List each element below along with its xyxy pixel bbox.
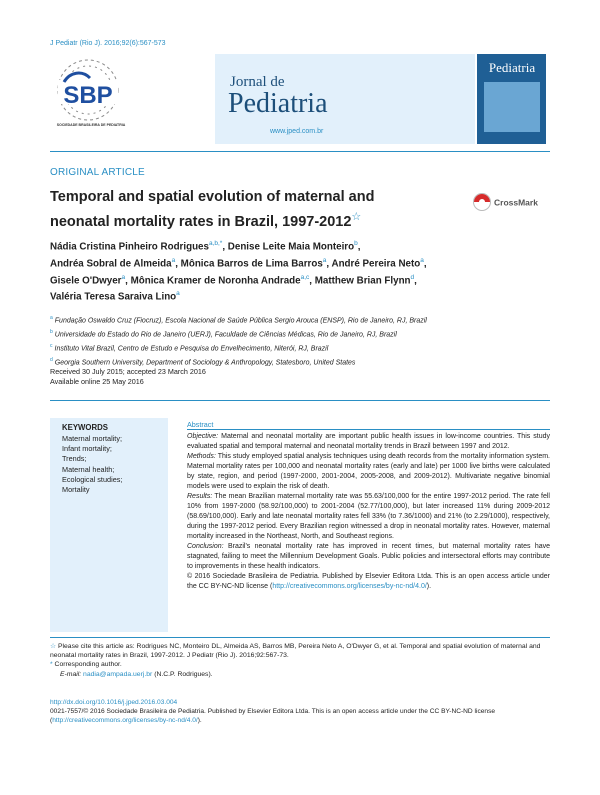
keyword-item: Mortality <box>62 485 90 495</box>
author-separator: , <box>175 258 181 270</box>
author-affil-mark: a <box>322 256 327 264</box>
dates-divider <box>50 400 550 401</box>
article-title <box>50 187 450 232</box>
author-separator: , <box>309 274 315 286</box>
citation-note-text: Please cite this article as: Rodrigues NC, Monteiro DL, Almeida AS, Barros MB, Pereira Neto A, O'Dwyer G, et al. Temporal and spatial evolution of maternal and neonatal mortality rates in Brazil, 1997-2012. J Pediatr (Rio J). 2016;92:567-73. <box>50 643 541 660</box>
journal-citation: J Pediatr (Rio J). 2016;92(6):567-573 <box>50 40 166 47</box>
crossmark-label: CrossMark <box>494 197 538 208</box>
affiliation-mark: a <box>50 315 53 321</box>
email-link[interactable]: nadia@ampada.uerj.br <box>83 670 153 678</box>
abstract-heading: Abstract <box>187 420 214 429</box>
author-name: Gisele O'Dwyer <box>50 274 122 286</box>
conclusion-text: Brazil's neonatal mortality rate has improved in recent times, but maternal mortality rates have stagnated, failing to meet the Millennium Development Goals. Public policies and intersectoral efforts may contribute to improvements in these health indicators. <box>187 542 550 570</box>
author-separator: , <box>423 258 427 270</box>
affiliation-item <box>50 327 550 341</box>
header-divider <box>50 151 550 152</box>
copyright-end: ). <box>426 582 432 590</box>
journal-name-prefix: Jornal de <box>230 74 285 90</box>
author-name: André Pereira Neto <box>331 258 421 270</box>
author-name: Matthew Brian Flynn <box>314 274 411 286</box>
affiliation-text: Georgia Southern University, Department of Sociology & Anthropology, Statesboro, United States <box>54 359 356 367</box>
corresponding-note <box>50 660 550 669</box>
footer-rights <box>50 707 550 725</box>
author-name: Denise Leite Maia Monteiro <box>227 241 355 253</box>
author-affil-mark: a,b,* <box>208 240 223 247</box>
keyword-item: Infant mortality; <box>62 444 112 454</box>
email-label: E-mail: <box>60 670 82 678</box>
keyword-item: Maternal mortality; <box>62 434 123 443</box>
keyword-item: Maternal health; <box>62 464 115 474</box>
author-separator: , <box>414 274 417 286</box>
keywords-list <box>62 434 122 495</box>
conclusion-label: Conclusion: <box>187 542 224 550</box>
received-date: Received 30 July 2015; accepted 23 March 2016 <box>50 367 206 376</box>
author-name: Valéria Teresa Saraiva Lino <box>50 291 177 303</box>
abstract-methods <box>187 452 550 492</box>
sbp-logo <box>50 54 128 134</box>
author-affil-mark: a <box>171 256 176 264</box>
sbp-logo-caption: SOCIEDADE BRASILEIRA DE PEDIATRIA <box>56 123 126 127</box>
keyword-item: Ecological studies; <box>62 474 123 484</box>
keyword-item: Trends; <box>62 454 87 464</box>
abstract-results <box>187 492 550 542</box>
affiliation-text: Fundação Oswaldo Cruz (Fiocruz), Escola Nacional de Saúde Pública Sergio Arouca (ENSP), Rio de Janeiro, RJ, Brazil <box>54 317 427 325</box>
results-text: The mean Brazilian maternal mortality rate was 55.63/100,000 for the entire 1997-2012 period. The rate fell 10% from 1997-2000 (58.92/100,000) to 2001-2004 (52.77/100,000), but later increased 11% during 2009-2012 (58.69/100,000). Early and late neonatal mortality rates fell 33% (to 7.36/1000) and 21% (to 2.29/1000), respectively, during the 1997-2012 period. Every Brazilian region witnessed a drop in neonatal mortality rates. However, maternal mortality increased in the Northeast, North, and Southeast regions. <box>187 492 550 540</box>
citation-note-mark: ☆ <box>50 643 57 650</box>
footer-license-link[interactable]: http://creativecommons.org/licenses/by-nc-nd/4.0/ <box>52 717 198 724</box>
journal-url-link[interactable]: www.jped.com.br <box>270 128 324 135</box>
citation-note <box>50 642 550 660</box>
author-separator: , <box>357 241 361 253</box>
affiliation-item <box>50 313 550 327</box>
affiliation-text: Universidade do Estado do Rio de Janeiro (UERJ), Faculdade de Ciências Médicas, Rio de Janeiro, RJ, Brazil <box>54 331 397 339</box>
author-name: Mônica Barros de Lima Barros <box>180 258 323 270</box>
author-affil-mark: a <box>176 290 180 298</box>
doi-link[interactable]: http://dx.doi.org/10.1016/j.jped.2016.03.004 <box>50 699 178 706</box>
corresponding-mark: * <box>50 661 53 669</box>
journal-name: Pediatria <box>228 88 328 119</box>
abstract-body <box>187 432 550 592</box>
affiliation-mark: c <box>50 343 53 350</box>
footnote-divider <box>50 637 550 638</box>
section-label: ORIGINAL ARTICLE <box>50 167 145 178</box>
results-label: Results: <box>187 492 213 500</box>
abstract-objective <box>187 432 550 452</box>
cover-image <box>484 82 540 132</box>
page-footer <box>50 698 550 725</box>
online-date: Available online 25 May 2016 <box>50 376 144 386</box>
methods-text: This study employed spatial analysis techniques using death records from the mortality information system. Maternal mortality rates per 100,000 and neonatal mortality rates (early and late) per 1000 live births were calculated by state, region, and period (1997-2000, 2001-2004, 2005-2008, and 2009-2012). Multivariate negative binomial models were used to explain the risk of death. <box>187 452 550 490</box>
author-separator: , <box>326 258 332 270</box>
abstract-conclusion <box>187 542 550 572</box>
affiliation-item <box>50 341 550 355</box>
objective-label: Objective: <box>187 433 219 440</box>
author-affil-mark: a,c <box>300 273 310 281</box>
title-note-mark: ☆ <box>351 211 362 223</box>
license-link[interactable]: http://creativecommons.org/licenses/by-nc-nd/4.0/ <box>272 582 427 590</box>
copyright-text: © 2016 Sociedade Brasileira de Pediatria. Published by Elsevier Editora Ltda. This is an open access article under the CC BY-NC-ND license ( <box>187 572 550 590</box>
keywords-heading: KEYWORDS <box>62 423 108 432</box>
footnotes <box>50 642 550 679</box>
author-name: Nádia Cristina Pinheiro Rodrigues <box>50 241 209 253</box>
author-separator: , <box>125 274 131 286</box>
abstract-copyright <box>187 572 550 592</box>
article-title-line2: neonatal mortality rates in Brazil, 1997-2012 <box>50 213 352 230</box>
email-note <box>50 670 550 679</box>
cover-title: Pediatria <box>488 60 536 75</box>
objective-text: Maternal and neonatal mortality are important public health issues in low-income countries. This study evaluated spatial and temporal maternal and neonatal mortality trends in Brazil between 1997 and 2012. <box>187 433 550 450</box>
author-affil-mark: a <box>420 256 424 264</box>
author-affil-mark: d <box>410 273 415 281</box>
affiliation-mark: d <box>50 357 53 364</box>
author-separator: , <box>222 241 228 253</box>
crossmark-badge[interactable] <box>472 192 550 212</box>
author-affil-mark: b <box>354 240 358 247</box>
affiliation-list <box>50 313 550 370</box>
email-owner: (N.C.P. Rodrigues). <box>154 670 213 678</box>
rights-end: ). <box>197 717 202 724</box>
author-name: Mônica Kramer de Noronha Andrade <box>130 274 301 286</box>
affiliation-text: Instituto Vital Brazil, Centro de Estudo e Pesquisa do Envelhecimento, Niterói, RJ, Brazil <box>54 345 329 353</box>
corresponding-text: Corresponding author. <box>54 661 122 669</box>
abstract-divider <box>187 429 550 430</box>
methods-label: Methods: <box>187 452 216 460</box>
article-dates <box>50 367 206 386</box>
author-list <box>50 237 550 304</box>
author-name: Andréa Sobral de Almeida <box>50 258 172 270</box>
rights-text: 0021-7557/© 2016 Sociedade Brasileira de Pediatria. Published by Elsevier Editora Ltda. This is an open access article under the CC BY-NC-ND license ( <box>50 708 496 724</box>
author-affil-mark: a <box>121 273 126 281</box>
affiliation-mark: b <box>50 329 53 336</box>
sbp-logo-text: SBP <box>63 82 113 109</box>
article-title-line1: Temporal and spatial evolution of maternal and <box>50 189 375 205</box>
